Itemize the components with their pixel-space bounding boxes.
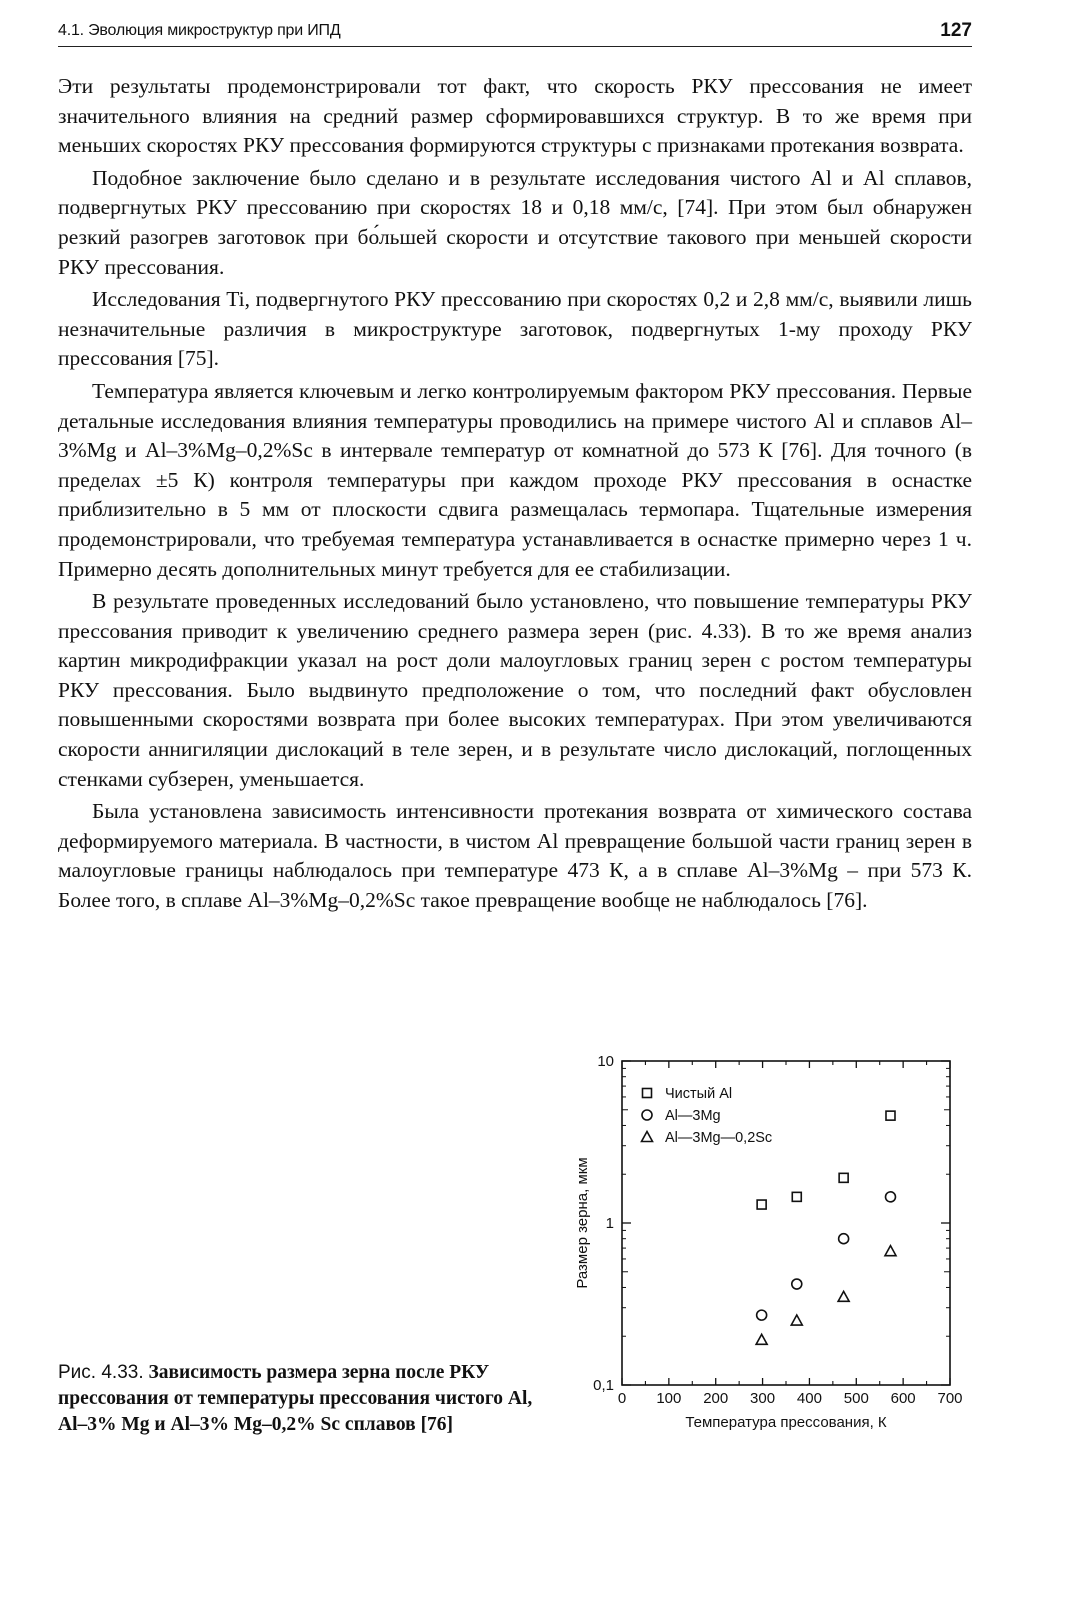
x-tick-label: 400: [796, 1390, 822, 1407]
legend-entry: Al—3Mg: [665, 1108, 721, 1124]
running-title: 4.1. Эволюция микроструктур при ИПД: [58, 22, 341, 39]
y-axis-label: Размер зерна, мкм: [574, 1157, 591, 1289]
paragraph: Подобное заключение было сделано и в результате исследования чистого Al и Al сплавов, подвергнутых РКУ прессованию при скоростях 18 и 0,18 мм/с, [74]. При этом был обнаружен резкий разогрев заготовок при бо́льшей скорости и отсутствие такового при меньшей скорости РКУ прессования.: [58, 165, 972, 279]
data-point-circle: [757, 1310, 767, 1320]
y-tick-label: 1: [605, 1215, 614, 1232]
x-axis-label: Температура прессования, К: [685, 1414, 887, 1431]
caption-text: Зависимость размера зерна после РКУ прессования от температуры прессования чистого Al, Al–3% Mg и Al–3% Mg–0,2% Sc сплавов [76]: [58, 1362, 533, 1435]
legend-entry: Al—3Mg—0,2Sc: [665, 1130, 773, 1146]
running-header: [58, 18, 972, 47]
paragraph: Эти результаты продемонстрировали тот факт, что скорость РКУ прессования не имеет значительного влияния на средний размер сформировавшихся структур. В то же время при меньших скоростях РКУ прессования формируются структуры с признаками протекания возврата.: [58, 74, 972, 158]
data-point-triangle: [791, 1315, 802, 1325]
data-point-circle: [885, 1192, 895, 1202]
x-tick-label: 0: [617, 1390, 627, 1407]
legend-marker-triangle: [642, 1132, 653, 1142]
data-point-triangle: [756, 1334, 767, 1344]
data-point-circle: [792, 1279, 802, 1289]
data-point-square: [886, 1111, 895, 1120]
paragraph: В результате проведенных исследований было установлено, что повышение температуры РКУ прессования приводит к увеличению среднего размера зерен (рис. 4.33). В то же время анализ картин микродифракции указал на рост доли малоугловых границ зерен с ростом температуры РКУ прессования. Было выдвинуто предположение о том, что последний факт обусловлен повышенными скоростями возврата при более высоких температурах. При этом увеличиваются скорости аннигиляции дислокаций в теле зерен, и в результате число дислокаций, поглощенных стенками субзерен, уменьшается.: [58, 589, 972, 791]
data-point-circle: [839, 1234, 849, 1244]
x-tick-label: 500: [843, 1390, 869, 1407]
paragraph: Исследования Ti, подвергнутого РКУ прессованию при скоростях 0,2 и 2,8 мм/с, выявили лишь незначительные различия в микроструктуре заготовок, подвергнутых 1-му проходу РКУ прессования [75].: [58, 287, 972, 371]
paragraph: Была установлена зависимость интенсивности протекания возврата от химического состава деформируемого материала. В частности, в чистом Al превращение большой части границ зерен в малоугловые границы наблюдалось при температуре 473 К, а в сплаве Al–3%Mg – при 573 К. Более того, в сплаве Al–3%Mg–0,2%Sc такое превращение вообще не наблюдалось [76].: [58, 799, 972, 913]
data-point-square: [792, 1192, 801, 1201]
grain-size-chart: [560, 1045, 980, 1445]
paragraph: Температура является ключевым и легко контролируемым фактором РКУ прессования. Первые детальные исследования влияния температуры проводились на примере чистого Al и сплавов Al–3%Mg и Al–3%Mg–0,2%Sc в интервале температур от комнатной до 573 К [76]. Для точного (в пределах ±5 К) контроля температуры при каждом проходе РКУ прессования в оснастке приблизительно в 5 мм от плоскости сдвига размещалась термопара. Тщательные измерения продемонстрировали, что требуемая температура устанавливается в оснастке примерно через 1 ч. Примерно десять дополнительных минут требуется для ее стабилизации.: [58, 378, 972, 581]
page-number: 127: [940, 20, 972, 41]
body-text: [58, 72, 972, 916]
y-tick-label: 10: [597, 1053, 614, 1070]
figure-caption: [58, 1360, 548, 1438]
x-tick-label: 200: [703, 1390, 729, 1407]
legend-marker-circle: [642, 1110, 652, 1120]
legend-marker-square: [643, 1089, 652, 1098]
x-tick-label: 300: [750, 1390, 776, 1407]
data-point-triangle: [885, 1246, 896, 1256]
caption-label: Рис. 4.33.: [58, 1362, 144, 1383]
data-point-triangle: [838, 1291, 849, 1301]
x-tick-label: 100: [656, 1390, 682, 1407]
figure-4-33: [560, 1045, 980, 1445]
legend-entry: Чистый Al: [665, 1086, 733, 1102]
y-tick-label: 0,1: [593, 1377, 614, 1394]
data-point-square: [839, 1173, 848, 1182]
data-point-square: [757, 1200, 766, 1209]
x-tick-label: 600: [890, 1390, 916, 1407]
x-tick-label: 700: [937, 1390, 963, 1407]
